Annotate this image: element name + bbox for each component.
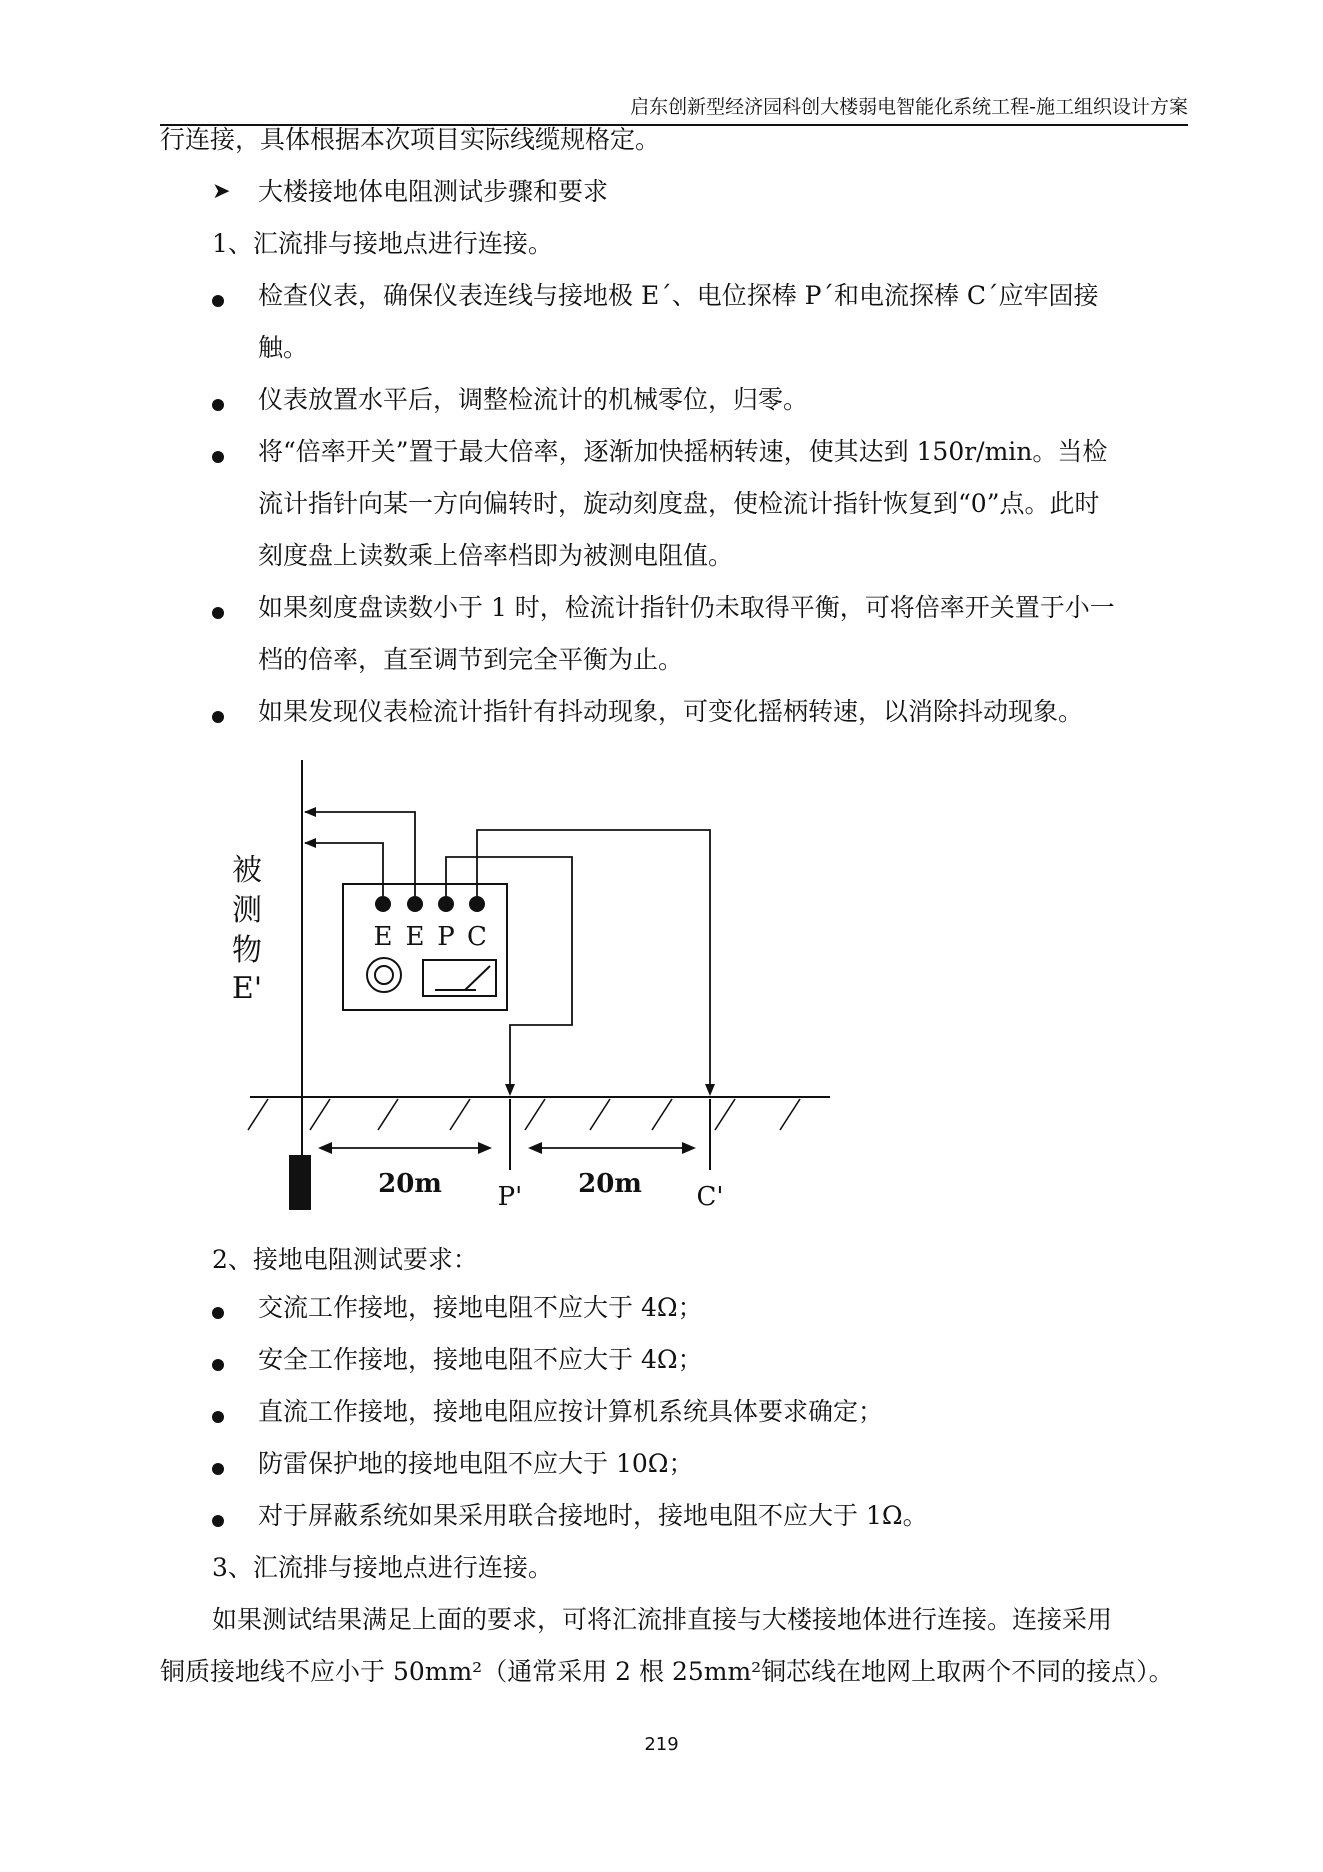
terminal-label-e2: E	[405, 922, 425, 952]
dial-inner	[375, 966, 393, 984]
probe-c-label: C'	[696, 1182, 724, 1212]
bullet-a3-line1: 将“倍率开关”置于最大倍率，逐渐加快摇柄转速，使其达到 150r/min。当检	[258, 437, 1108, 466]
step-3-heading: 3、汇流排与接地点进行连接。	[212, 1553, 553, 1582]
requirement-5: 对于屏蔽系统如果采用联合接地时，接地电阻不应大于 1Ω。	[258, 1501, 928, 1530]
object-label-char-4: E'	[231, 971, 263, 1006]
terminal-label-p: P	[437, 922, 455, 952]
requirement-2: 安全工作接地，接地电阻不应大于 4Ω；	[258, 1345, 703, 1374]
terminal-label-e1: E	[373, 922, 393, 952]
dial-outer	[367, 958, 401, 992]
bullet-a1-line1: 检查仪表，确保仪表连线与接地极 E´、电位探棒 P´和电流探棒 C´应牢固接	[258, 281, 1099, 310]
continuation-line: 行连接，具体根据本次项目实际线缆规格定。	[160, 125, 661, 154]
bullet-dot-icon	[212, 1307, 224, 1319]
object-label-char-3: 物	[232, 933, 262, 968]
section-heading: 大楼接地体电阻测试步骤和要求	[258, 177, 609, 206]
step-1-heading: 1、汇流排与接地点进行连接。	[212, 229, 553, 258]
final-paragraph-line1: 如果测试结果满足上面的要求，可将汇流排直接与大楼接地体进行连接。连接采用	[212, 1605, 1113, 1634]
bullet-dot-icon	[212, 1359, 224, 1371]
requirement-4: 防雷保护地的接地电阻不应大于 10Ω；	[258, 1449, 694, 1478]
bullet-a3-line3: 刻度盘上读数乘上倍率档即为被测电阻值。	[258, 541, 734, 570]
distance-label-1: 20m	[378, 1169, 442, 1199]
ground-electrode	[289, 1155, 311, 1210]
bullet-a4-line1: 如果刻度盘读数小于 1 时，检流计指针仍未取得平衡，可将倍率开关置于小一	[258, 593, 1115, 622]
requirement-1: 交流工作接地，接地电阻不应大于 4Ω；	[258, 1293, 703, 1322]
page-number: 219	[644, 1734, 679, 1755]
terminal-label-c: C	[467, 922, 487, 952]
object-label-char-2: 测	[232, 893, 262, 928]
bullet-a4-line2: 档的倍率，直至调节到完全平衡为止。	[258, 645, 684, 674]
bullet-dot-icon	[212, 1463, 224, 1475]
bullet-a2-line1: 仪表放置水平后，调整检流计的机械零位，归零。	[258, 385, 809, 414]
ground-hatching	[248, 1099, 800, 1130]
bullet-dot-icon	[212, 1411, 224, 1423]
terminal-p	[438, 896, 454, 912]
bullet-a1-line2: 触。	[258, 333, 309, 362]
terminal-e2	[407, 896, 423, 912]
arrow-bullet-icon: ➤	[212, 179, 231, 204]
page-header-title: 启东创新型经济园科创大楼弱电智能化系统工程-施工组织设计方案	[630, 96, 1188, 118]
requirement-3: 直流工作接地，接地电阻应按计算机系统具体要求确定；	[258, 1397, 884, 1426]
bullet-a3-line2: 流计指针向某一方向偏转时，旋动刻度盘，使检流计指针恢复到“0”点。此时	[258, 489, 1100, 518]
bullet-dot-icon	[212, 1515, 224, 1527]
terminal-c	[469, 896, 485, 912]
probe-p-label: P'	[497, 1182, 523, 1212]
final-paragraph-line2: 铜质接地线不应小于 50mm²（通常采用 2 根 25mm²铜芯线在地网上取两个不同的接点）。	[160, 1657, 1174, 1686]
distance-label-2: 20m	[578, 1169, 642, 1199]
step-2-heading: 2、接地电阻测试要求：	[212, 1245, 478, 1274]
object-label-char-1: 被	[232, 853, 262, 888]
bullet-a5-line1: 如果发现仪表检流计指针有抖动现象，可变化摇柄转速，以消除抖动现象。	[258, 697, 1084, 726]
terminal-e1	[375, 896, 391, 912]
